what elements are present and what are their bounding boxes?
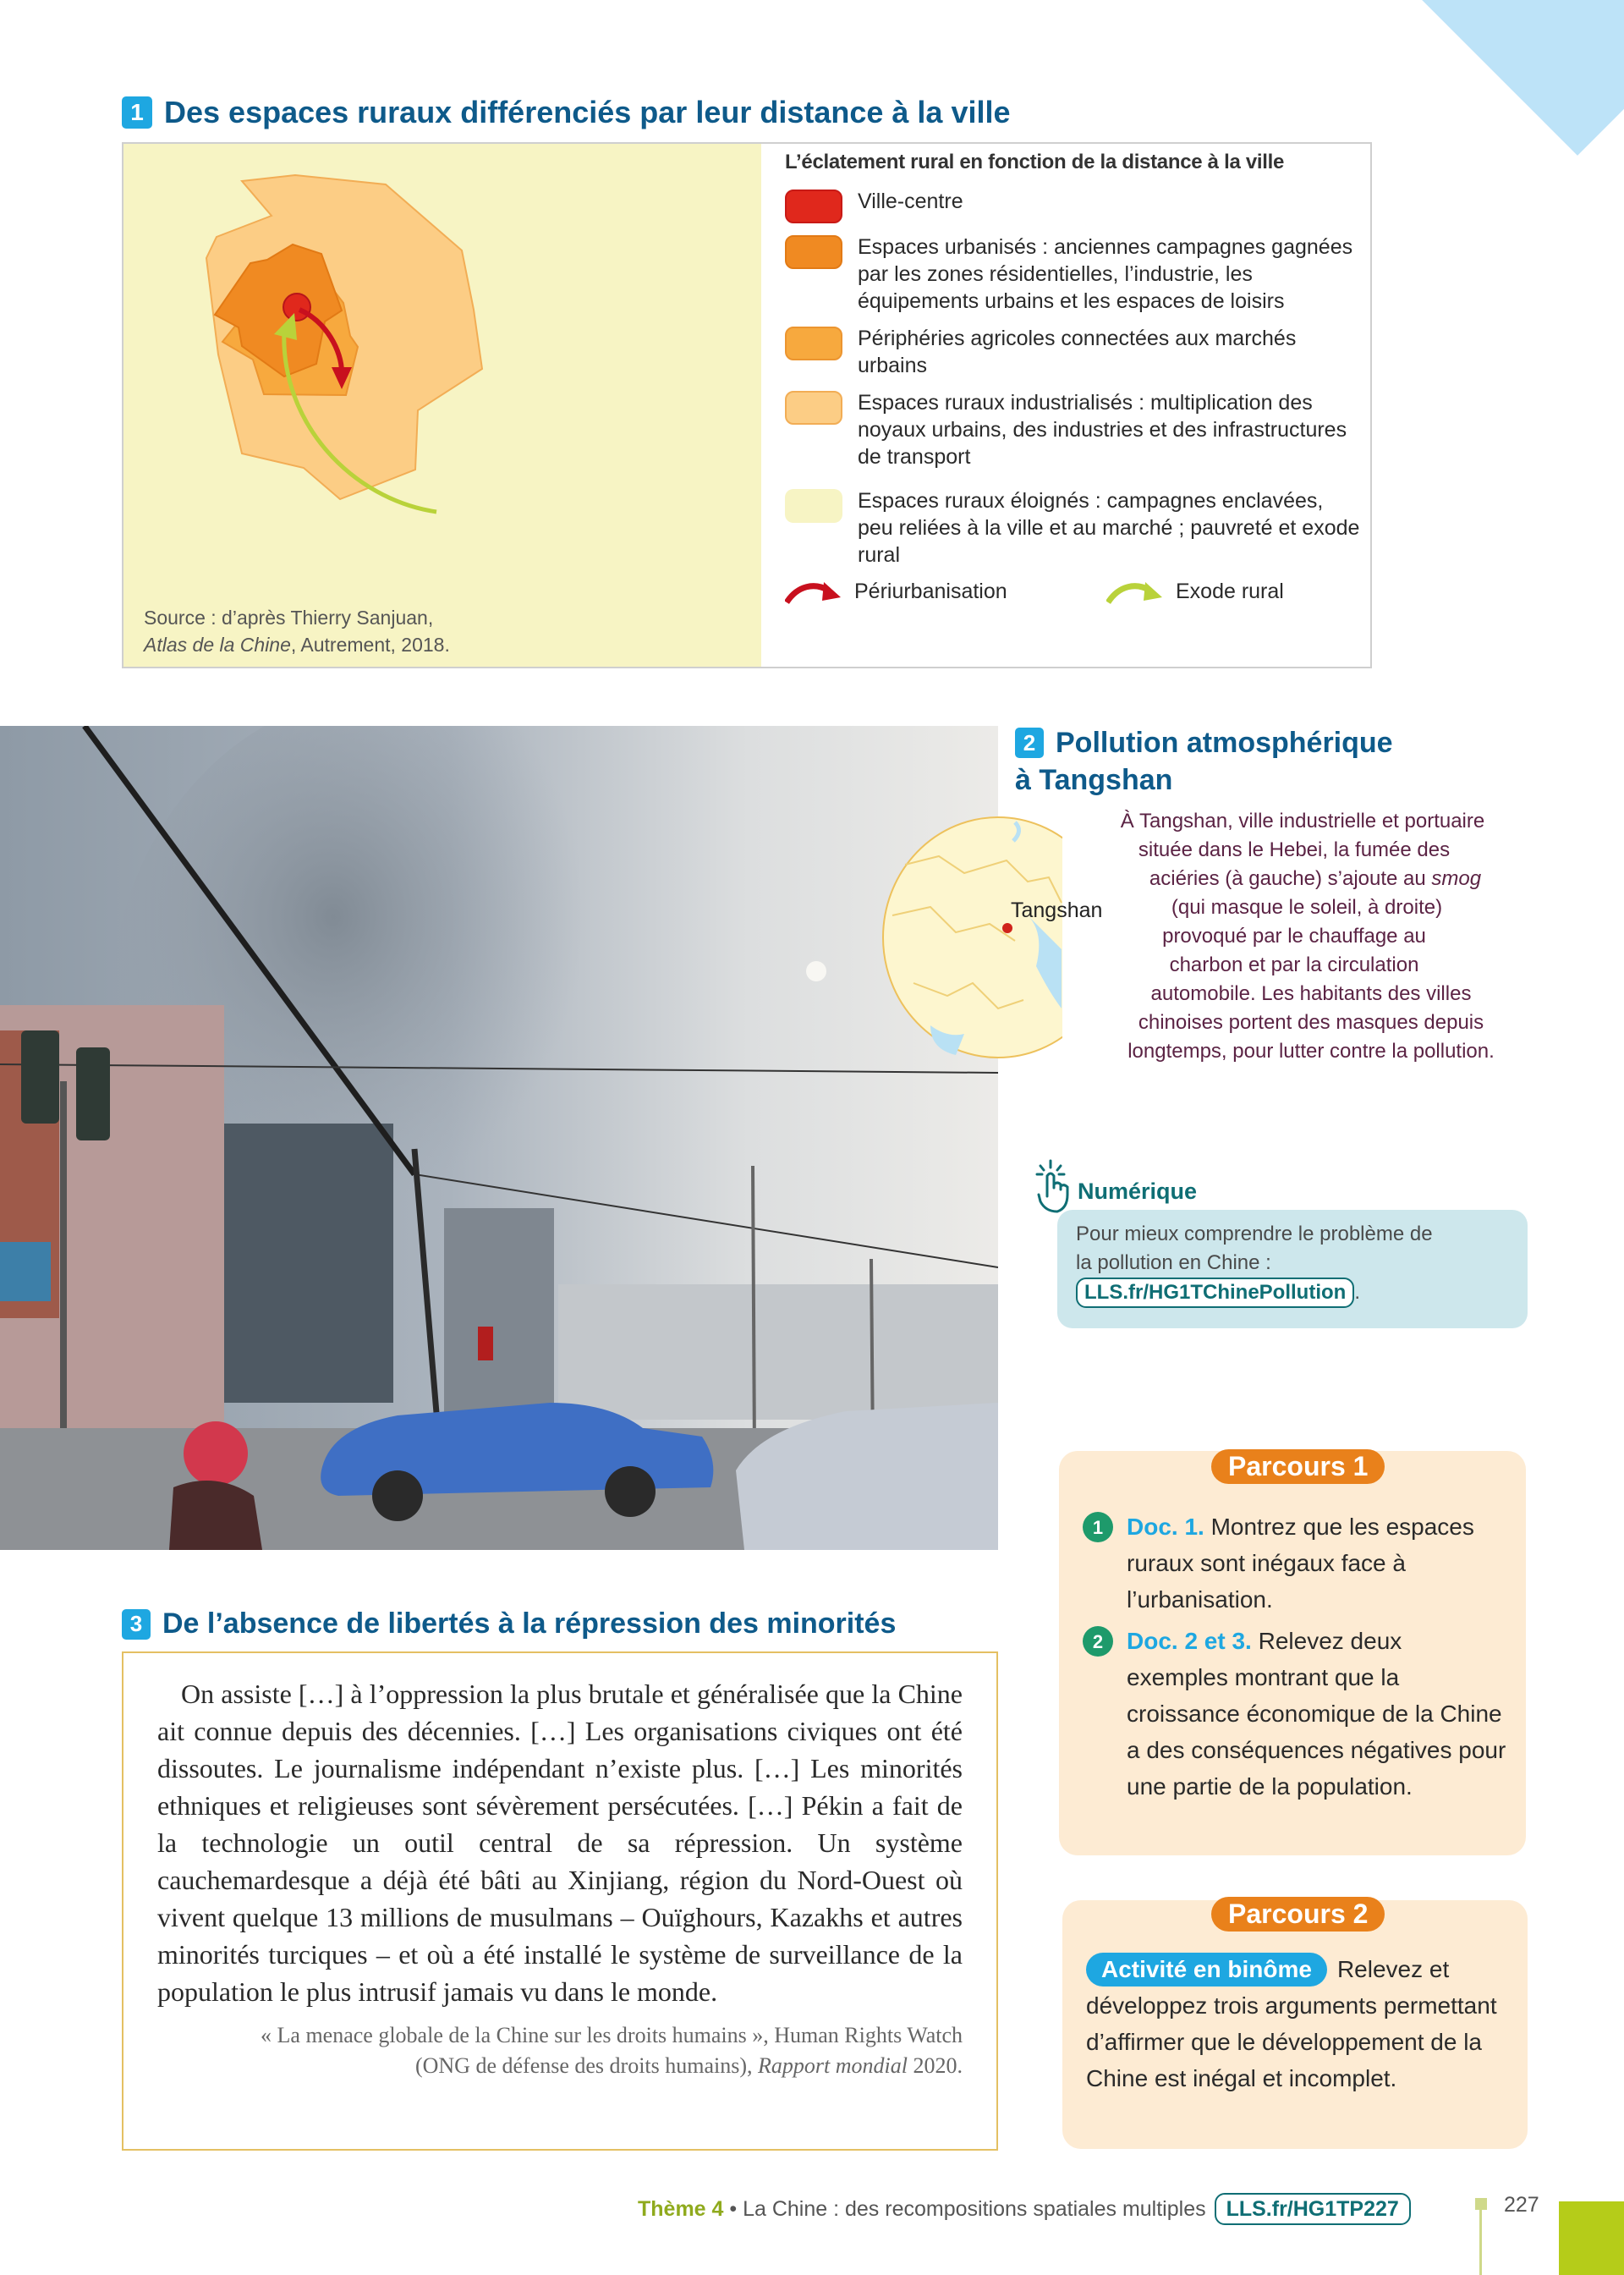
doc2-title-line-1: Pollution atmosphérique: [1056, 727, 1393, 759]
page-number: 227: [1504, 2193, 1539, 2217]
legend-item-espaces-ruraux-industrialises: [785, 389, 1360, 470]
numerique-box: [1057, 1210, 1528, 1328]
legend-item-ville-centre: [785, 188, 1360, 223]
legend-item-espaces-urbanises: [785, 234, 1360, 315]
page-footer: [638, 2193, 1411, 2225]
tangshan-pollution-photo: [0, 726, 998, 1550]
task-text: [1127, 1623, 1509, 1805]
corner-decoration: [1422, 0, 1624, 156]
footer-theme: Thème 4: [638, 2196, 724, 2221]
numerique-label: Numérique: [1078, 1179, 1198, 1204]
caption-line: [1057, 865, 1531, 893]
task-number-badge: 1: [1083, 1512, 1113, 1542]
source-line-2: [144, 631, 450, 658]
link-suffix: .: [1354, 1281, 1360, 1304]
doc2-caption: [1057, 807, 1531, 1066]
doc2-number-badge: 2: [1015, 728, 1044, 758]
footer-separator: •: [723, 2196, 743, 2221]
source-line: « La menace globale de la Chine sur les droits humains », Human Rights Watch: [261, 2023, 963, 2047]
legend-item-peripheries-agricoles: [785, 325, 1360, 379]
globe-label-tangshan: Tangshan: [1011, 898, 1103, 922]
parcours-1-tasks: [1083, 1508, 1509, 1810]
doc3-quote: On assiste […] à l’oppression la plus brutale et généralisée que la Chine ait connue depuis des décennies. […] Les organisations civiques ont été dissoutes. Le journalisme indépendant n’existe plus. […] Les minorités ethniques et religieuses sont sévèrement persécutées. […] Pékin a fait de la technologie un outil central de sa répression. Un système cauchemardesque a déjà été bâti au Xinjiang, région du Nord-Ouest où vivent quelque 13 millions de musulmans – Ouïghours, Kazakhs et autres minorités turciques – et où a été installé le système de surveillance de la population le plus intrusif jamais vu dans le monde.: [157, 1679, 963, 2007]
doc3-source: [157, 2020, 963, 2081]
parcours-2-label: Parcours 2: [1211, 1897, 1385, 1932]
task-2: [1083, 1623, 1509, 1805]
theme-color-tab: [1559, 2201, 1624, 2275]
footer-chapter: La Chine : des recompositions spatiales multiples: [743, 2196, 1206, 2221]
concentric-zones-diagram: [123, 144, 761, 667]
legend-label: Espaces ruraux éloignés : campagnes enclavées, peu reliées à la ville et au marché ; pauvreté et exode rural: [858, 489, 1360, 567]
doc-reference: Doc. 2 et 3.: [1127, 1628, 1252, 1654]
doc1-source: [144, 604, 450, 658]
parcours-1-box: [1059, 1451, 1526, 1855]
doc2-title: [1015, 724, 1393, 799]
doc3-number-badge: 3: [122, 1609, 151, 1640]
doc-reference: Doc. 1.: [1127, 1514, 1204, 1540]
green-curved-arrow-icon: [1106, 579, 1164, 604]
doc1-title: [122, 95, 1011, 130]
doc1-title-text: Des espaces ruraux différenciés par leur distance à la ville: [164, 95, 1011, 129]
numerique-text: Pour mieux comprendre le problème de: [1076, 1223, 1433, 1245]
parcours-1-label: Parcours 1: [1211, 1449, 1385, 1484]
photo-illustration: [0, 726, 998, 1550]
legend-title: L’éclatement rural en fonction de la distance à la ville: [785, 151, 1285, 173]
task-body: Montrez que les espaces ruraux sont inégaux face à l’urbanisation.: [1127, 1514, 1474, 1613]
legend-label: Espaces ruraux industrialisés : multiplication des noyaux urbains, des industries et des infrastructures de transport: [858, 391, 1347, 469]
legend-label: Espaces urbanisés : anciennes campagnes gagnées par les zones résidentielles, l’industrie, les équipements urbains et les espaces de loisirs: [858, 235, 1353, 313]
caption-line: située dans le Hebei, la fumée des: [1138, 838, 1451, 861]
caption-line: chinoises portent des masques depuis: [1138, 1011, 1484, 1034]
parcours-2-text: [1086, 1951, 1502, 2096]
caption-text: aciéries (à gauche) s’ajoute au: [1149, 867, 1432, 890]
doc3-title: [122, 1607, 896, 1640]
numerique-text: la pollution en Chine :: [1076, 1251, 1271, 1274]
source-year: 2020.: [908, 2053, 963, 2078]
numerique-link[interactable]: LLS.fr/HG1TChinePollution: [1076, 1278, 1354, 1308]
caption-line: longtemps, pour lutter contre la pollution.: [1127, 1040, 1495, 1063]
legend-label: Ville-centre: [858, 190, 963, 213]
legend-swatch-peach: [785, 391, 842, 425]
legend-item-espaces-ruraux-eloignes: [785, 487, 1360, 569]
page-marker: [1475, 2198, 1487, 2210]
legend-item-exode-rural: [1106, 579, 1284, 604]
legend-swatch-pale-yellow: [785, 489, 842, 523]
source-book-title: Atlas de la Chine: [144, 634, 291, 656]
doc1-number-badge: 1: [122, 96, 152, 129]
activite-binome-badge: Activité en binôme: [1086, 1953, 1327, 1987]
legend-swatch-light-orange: [785, 327, 842, 360]
footer-link[interactable]: LLS.fr/HG1TP227: [1215, 2193, 1411, 2225]
task-text: [1127, 1508, 1509, 1618]
legend-arrows: [785, 579, 1360, 604]
task-body: Relevez deux exemples montrant que la croissance économique de la Chine a des conséquences négatives pour une partie de la population.: [1127, 1628, 1506, 1800]
caption-line: provoqué par le chauffage au: [1162, 925, 1426, 948]
doc1-figure: [122, 142, 1372, 668]
doc3-quote-box: [122, 1651, 998, 2151]
caption-line: charbon et par la circulation: [1169, 953, 1419, 976]
legend-swatch-red: [785, 190, 842, 223]
doc2-title-row: [1015, 724, 1393, 761]
source-line: Source : d’après Thierry Sanjuan,: [144, 607, 434, 629]
legend-label: Périurbanisation: [854, 579, 1007, 603]
footer-theme-line: [638, 2197, 1206, 2222]
parcours-2-body: Relevez et développez trois arguments permettant d’affirmer que le développement de la Chine est inégal et incomplet.: [1086, 1956, 1497, 2091]
china-locator-globe: [880, 814, 1062, 1059]
caption-italic-smog: smog: [1431, 867, 1482, 890]
caption-line: (qui masque le soleil, à droite): [1171, 896, 1443, 919]
legend-label: Exode rural: [1176, 579, 1284, 603]
source-line-2: [157, 2051, 963, 2081]
legend-swatch-orange: [785, 235, 842, 269]
rural-spaces-diagram: [123, 144, 761, 667]
page-marker-line: [1479, 2210, 1482, 2275]
source-org: (ONG de défense des droits humains),: [414, 2053, 759, 2078]
task-1: [1083, 1508, 1509, 1618]
legend-item-periurbanisation: [785, 579, 1106, 604]
parcours-2-box: [1062, 1900, 1528, 2149]
task-number-badge: 2: [1083, 1626, 1113, 1657]
doc2-title-line-2: à Tangshan: [1015, 764, 1173, 796]
pointing-hand-icon: [1034, 1159, 1076, 1215]
legend-label: Périphéries agricoles connectées aux marchés urbains: [858, 327, 1297, 377]
source-report-title: Rapport mondial: [758, 2053, 908, 2078]
numerique-link-row: [1076, 1278, 1509, 1308]
red-curved-arrow-icon: [785, 579, 842, 604]
doc1-legend: [785, 151, 1360, 604]
doc3-title-text: De l’absence de libertés à la répression des minorités: [162, 1607, 897, 1640]
source-publisher: , Autrement, 2018.: [290, 634, 450, 656]
caption-line: automobile. Les habitants des villes: [1150, 982, 1472, 1005]
caption-line: À Tangshan, ville industrielle et portuaire: [1120, 810, 1485, 833]
